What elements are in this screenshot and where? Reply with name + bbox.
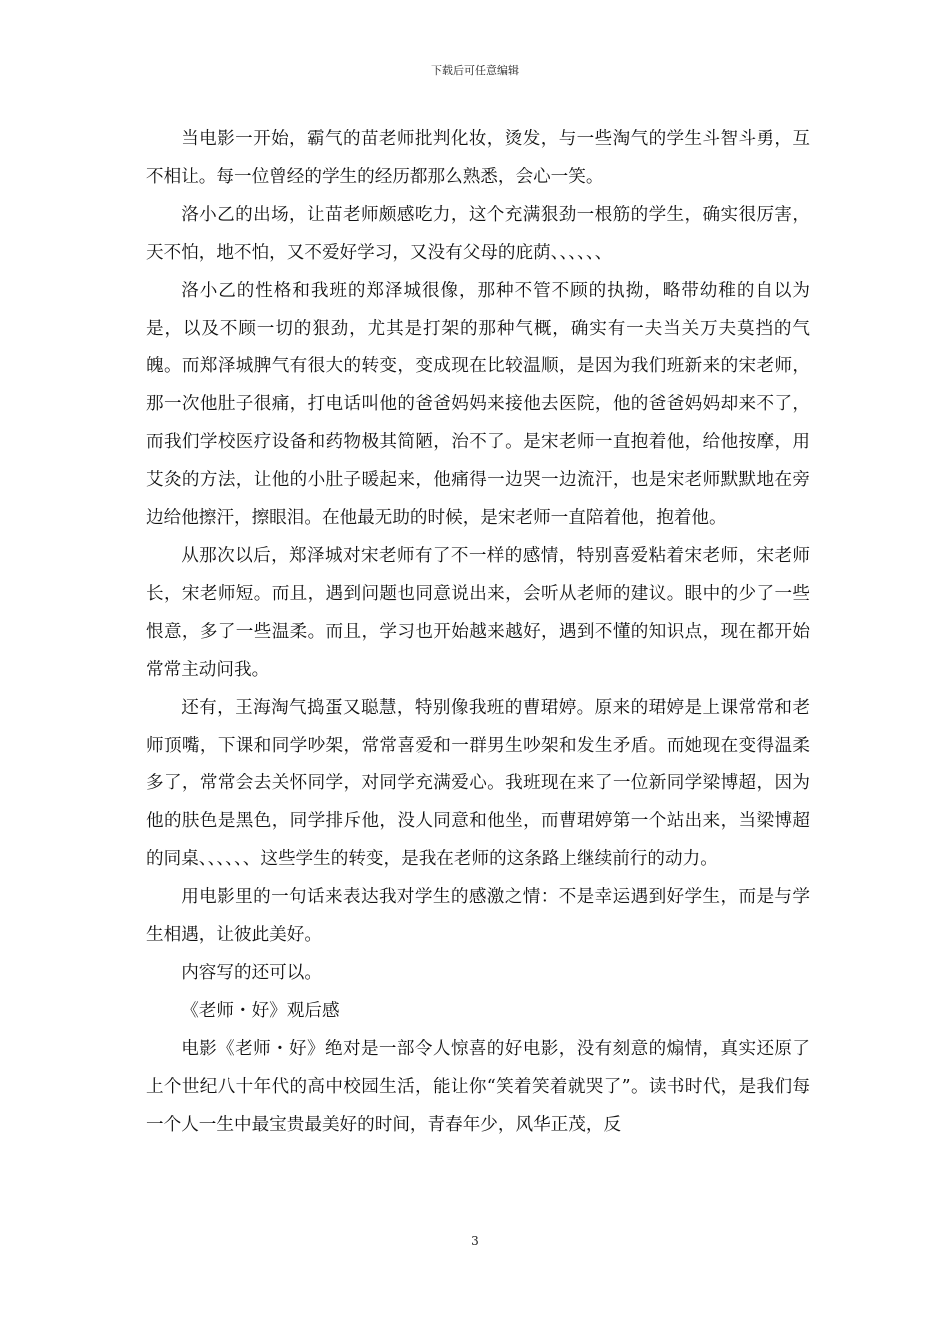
page-number: 3 — [471, 1234, 479, 1248]
paragraph: 从那次以后，郑泽城对宋老师有了不一样的感情，特别喜爱粘着宋老师，宋老师长，宋老师短。而且，遇到问题也同意说出来，会听从老师的建议。眼中的少了一些恨意，多了一些温柔。而且，学习也开始越来越好，遇到不懂的知识点，现在都开始常常主动问我。 — [146, 545, 810, 680]
paragraph: 内容写的还可以。 — [181, 962, 322, 983]
section-title: 《老师・好》观后感 — [181, 1000, 340, 1021]
document-body — [146, 121, 810, 1144]
paragraph: 还有，王海淘气捣蛋又聪慧，特别像我班的曹珺婷。原来的珺婷是上课常常和老师顶嘴，下课和同学吵架，常常喜爱和一群男生吵架和发生矛盾。而她现在变得温柔多了，常常会去关怀同学，对同学充满爱心。我班现在来了一位新同学梁博超，因为他的肤色是黑色，同学排斥他，没人同意和他坐，而曹珺婷第一个站出来，当梁博超的同桌、、、、、、这些学生的转变，是我在老师的这条路上继续前行的动力。 — [146, 697, 810, 870]
paragraph: 用电影里的一句话来表达我对学生的感激之情：不是幸运遇到好学生，而是与学生相遇，让彼此美好。 — [146, 887, 810, 946]
paragraph: 电影《老师・好》绝对是一部令人惊喜的好电影，没有刻意的煽情，真实还原了上个世纪八十年代的高中校园生活，能让你“笑着笑着就哭了”。读书时代，是我们每一个人一生中最宝贵最美好的时间，青春年少，风华正茂，反 — [146, 1038, 810, 1135]
paragraph: 当电影一开始，霸气的苗老师批判化妆，烫发，与一些淘气的学生斗智斗勇，互不相让。每一位曾经的学生的经历都那么熟悉，会心一笑。 — [146, 129, 810, 187]
paragraph: 洛小乙的性格和我班的郑泽城很像，那种不管不顾的执拗，略带幼稚的自以为是，以及不顾一切的狠劲，尤其是打架的那种气概，确实有一夫当关万夫莫挡的气魄。而郑泽城脾气有很大的转变，变成现在比较温顺，是因为我们班新来的宋老师，那一次他肚子很痛，打电话叫他的爸爸妈妈来接他去医院，他的爸爸妈妈却来不了，而我们学校医疗设备和药物极其简陋，治不了。是宋老师一直抱着他，给他按摩，用艾灸的方法，让他的小肚子暖起来，他痛得一边哭一边流汗，也是宋老师默默地在旁边给他擦汗，擦眼泪。在他最无助的时候，是宋老师一直陪着他，抱着他。 — [146, 280, 810, 529]
paragraph: 洛小乙的出场，让苗老师颇感吃力，这个充满狠劲一根筋的学生，确实很厉害，天不怕，地不怕，又不爱好学习，又没有父母的庇荫、、、、、、 — [146, 204, 810, 263]
page-header: 下载后可任意编辑 — [431, 64, 519, 77]
